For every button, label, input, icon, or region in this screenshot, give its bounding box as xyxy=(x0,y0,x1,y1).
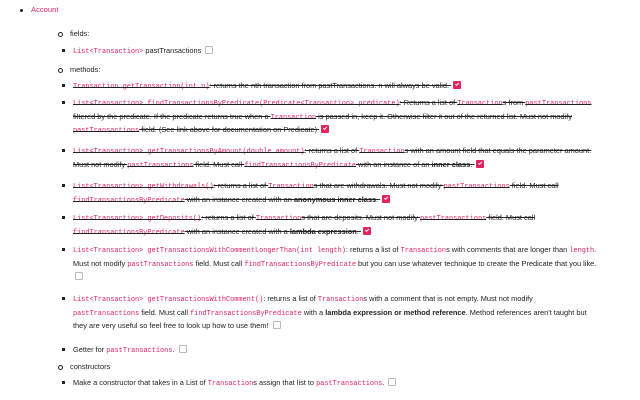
text-segment: . xyxy=(376,194,379,204)
bold-text: inner class xyxy=(431,159,471,169)
text-segment: filtered by the predicate. If the predicate returns true when a xyxy=(73,111,271,121)
checkbox[interactable] xyxy=(179,345,187,353)
text-segment: Getter for xyxy=(73,345,107,354)
account-heading xyxy=(20,5,58,14)
square-bullet-icon xyxy=(62,101,65,104)
inline-code: Transaction xyxy=(457,100,503,108)
text-segment: s that are deposits. Must not modify xyxy=(301,213,421,222)
text-segment: field. (See link above for documentation on Predicate) xyxy=(139,125,318,135)
inline-code: List<Transaction> getTransactionsByAmount(double amount) xyxy=(73,148,305,156)
square-bullet-icon xyxy=(62,348,65,351)
inline-code: List<Transaction> getTransactionsWithComment() xyxy=(73,296,264,304)
text-segment: s with an amount field that equals the parameter amount. Must not modify xyxy=(73,146,592,169)
inline-code: List<Transaction> getWithdrawals() xyxy=(73,183,214,191)
text-segment: with an instance created with a xyxy=(184,226,290,236)
text-segment: field. Must call xyxy=(193,258,245,268)
inline-code: Transaction getTransaction(int n) xyxy=(73,83,210,91)
text-segment: with a xyxy=(301,307,326,317)
square-bullet-icon xyxy=(62,184,65,187)
text-segment: pastTransactions xyxy=(143,46,202,55)
inline-code: findTransactionsByPredicate xyxy=(244,260,356,269)
inline-code: List<Transaction> findTransactionsByPredicate(Predicate<Transaction> predicate) xyxy=(73,100,400,108)
inline-code: pastTransactions xyxy=(127,260,194,269)
list-item xyxy=(73,344,598,358)
list-item xyxy=(73,45,598,59)
text-segment: : returns a list of xyxy=(201,213,256,222)
text-segment: field. Must call xyxy=(509,181,559,190)
inline-code: findTransactionsByPredicate xyxy=(190,309,302,318)
checkbox-checked[interactable] xyxy=(321,125,329,133)
inline-code: pastTransactions xyxy=(73,309,140,318)
checkbox-checked[interactable] xyxy=(382,195,390,203)
checkbox[interactable] xyxy=(388,378,396,386)
text-segment: constructors xyxy=(70,362,111,371)
text-segment: s with comments that are longer than xyxy=(446,245,570,254)
text-segment: : returns the nth transaction from pastTransactions. n will always be valid. xyxy=(209,81,450,90)
inline-code: List<Transaction> getTransactionsWithCommentLongerThan(int length) xyxy=(73,247,346,255)
square-bullet-icon xyxy=(62,248,65,251)
list-item xyxy=(73,97,598,138)
inline-code: Transaction xyxy=(359,148,405,156)
inline-code: Transaction xyxy=(268,183,314,191)
square-bullet-icon xyxy=(62,216,65,219)
inline-code: pastTransactions xyxy=(316,380,383,388)
checkbox[interactable] xyxy=(205,46,213,54)
bold-text: lambda expression or method reference xyxy=(325,307,466,317)
square-bullet-icon xyxy=(62,297,65,300)
list-item xyxy=(73,377,598,391)
text-segment: : returns a list of xyxy=(345,245,401,254)
square-bullet-icon xyxy=(62,149,65,152)
list-item xyxy=(73,180,598,207)
square-bullet-icon xyxy=(62,381,65,384)
text-segment: . Method references aren't taught but they are very useful so feel free to look up how to use them! xyxy=(73,307,587,331)
inline-code: pastTransactions xyxy=(443,183,510,191)
list-item xyxy=(73,80,598,94)
list-item xyxy=(73,293,598,332)
list-item xyxy=(73,145,598,172)
text-segment: s assign that list to xyxy=(253,378,317,387)
text-segment: . Must not modify xyxy=(73,245,597,268)
circle-bullet-icon xyxy=(58,32,63,37)
inline-code: pastTransactions xyxy=(420,215,487,223)
list-item xyxy=(73,212,598,239)
circle-bullet-icon xyxy=(58,365,63,370)
inline-code: length xyxy=(569,247,595,255)
text-segment: field. Must call xyxy=(486,213,536,222)
circle-bullet-icon xyxy=(58,68,63,73)
text-segment: . xyxy=(382,378,385,387)
bold-text: lambda expression xyxy=(289,226,357,236)
inline-code: findTransactionsByPredicate xyxy=(73,228,185,237)
inline-code: pastTransactions xyxy=(73,127,140,136)
inline-code: List<Transaction> xyxy=(73,48,144,56)
text-segment: is passed in, keep it. Otherwise filter it out of the returned list. Must not modify xyxy=(316,111,573,121)
inline-code: findTransactionsByPredicate xyxy=(244,161,356,170)
text-segment: s with a comment that is not empty. Must not modify xyxy=(363,294,533,303)
text-segment: . xyxy=(356,226,359,236)
checkbox-checked[interactable] xyxy=(453,81,461,89)
account-title: Account xyxy=(31,5,59,14)
bold-text: anonymous inner class xyxy=(293,194,377,204)
text-segment: with an instance created with an xyxy=(184,194,294,204)
inline-code: Transaction xyxy=(207,380,254,388)
square-bullet-icon xyxy=(62,84,65,87)
text-segment: : returns a list of xyxy=(263,294,318,303)
inline-code: findTransactionsByPredicate xyxy=(73,196,185,205)
text-segment: Make a constructor that takes in a List of xyxy=(73,378,208,387)
text-segment: field. Must call xyxy=(139,307,191,317)
text-segment: field. Must call xyxy=(193,159,245,169)
text-segment: : returns a list of xyxy=(213,181,269,190)
text-segment: methods: xyxy=(70,65,101,74)
checkbox[interactable] xyxy=(273,321,281,329)
checkbox-checked[interactable] xyxy=(363,227,371,235)
text-segment: : Returns a list of xyxy=(399,98,458,107)
list-item xyxy=(73,244,598,283)
inline-code: Transaction xyxy=(317,296,364,304)
constructors-section-label xyxy=(58,362,110,371)
fields-section-label xyxy=(58,29,89,38)
text-segment: : returns a list of xyxy=(304,146,360,155)
inline-code: pastTransactions xyxy=(525,100,592,108)
text-segment: with an instance of an xyxy=(355,159,432,169)
checkbox[interactable] xyxy=(75,272,83,280)
methods-section-label xyxy=(58,65,100,74)
text-segment: . xyxy=(470,159,473,169)
square-bullet-icon xyxy=(62,49,65,52)
inline-code: pastTransactions xyxy=(127,161,194,170)
inline-code: Transaction xyxy=(400,247,447,255)
text-segment: s from xyxy=(502,98,526,107)
text-segment: fields: xyxy=(70,29,90,38)
text-segment: but you can use whatever technique to create the Predicate that you like. xyxy=(355,258,597,268)
checkbox-checked[interactable] xyxy=(476,160,484,168)
inline-code: pastTransactions xyxy=(106,347,173,355)
text-segment: s that are withdrawals. Must not modify xyxy=(313,181,444,190)
inline-code: List<Transaction> getDeposits() xyxy=(73,215,202,223)
text-segment: . xyxy=(172,345,175,354)
bullet-icon xyxy=(20,9,23,12)
inline-code: Transaction xyxy=(255,215,302,223)
inline-code: Transaction xyxy=(270,113,317,122)
